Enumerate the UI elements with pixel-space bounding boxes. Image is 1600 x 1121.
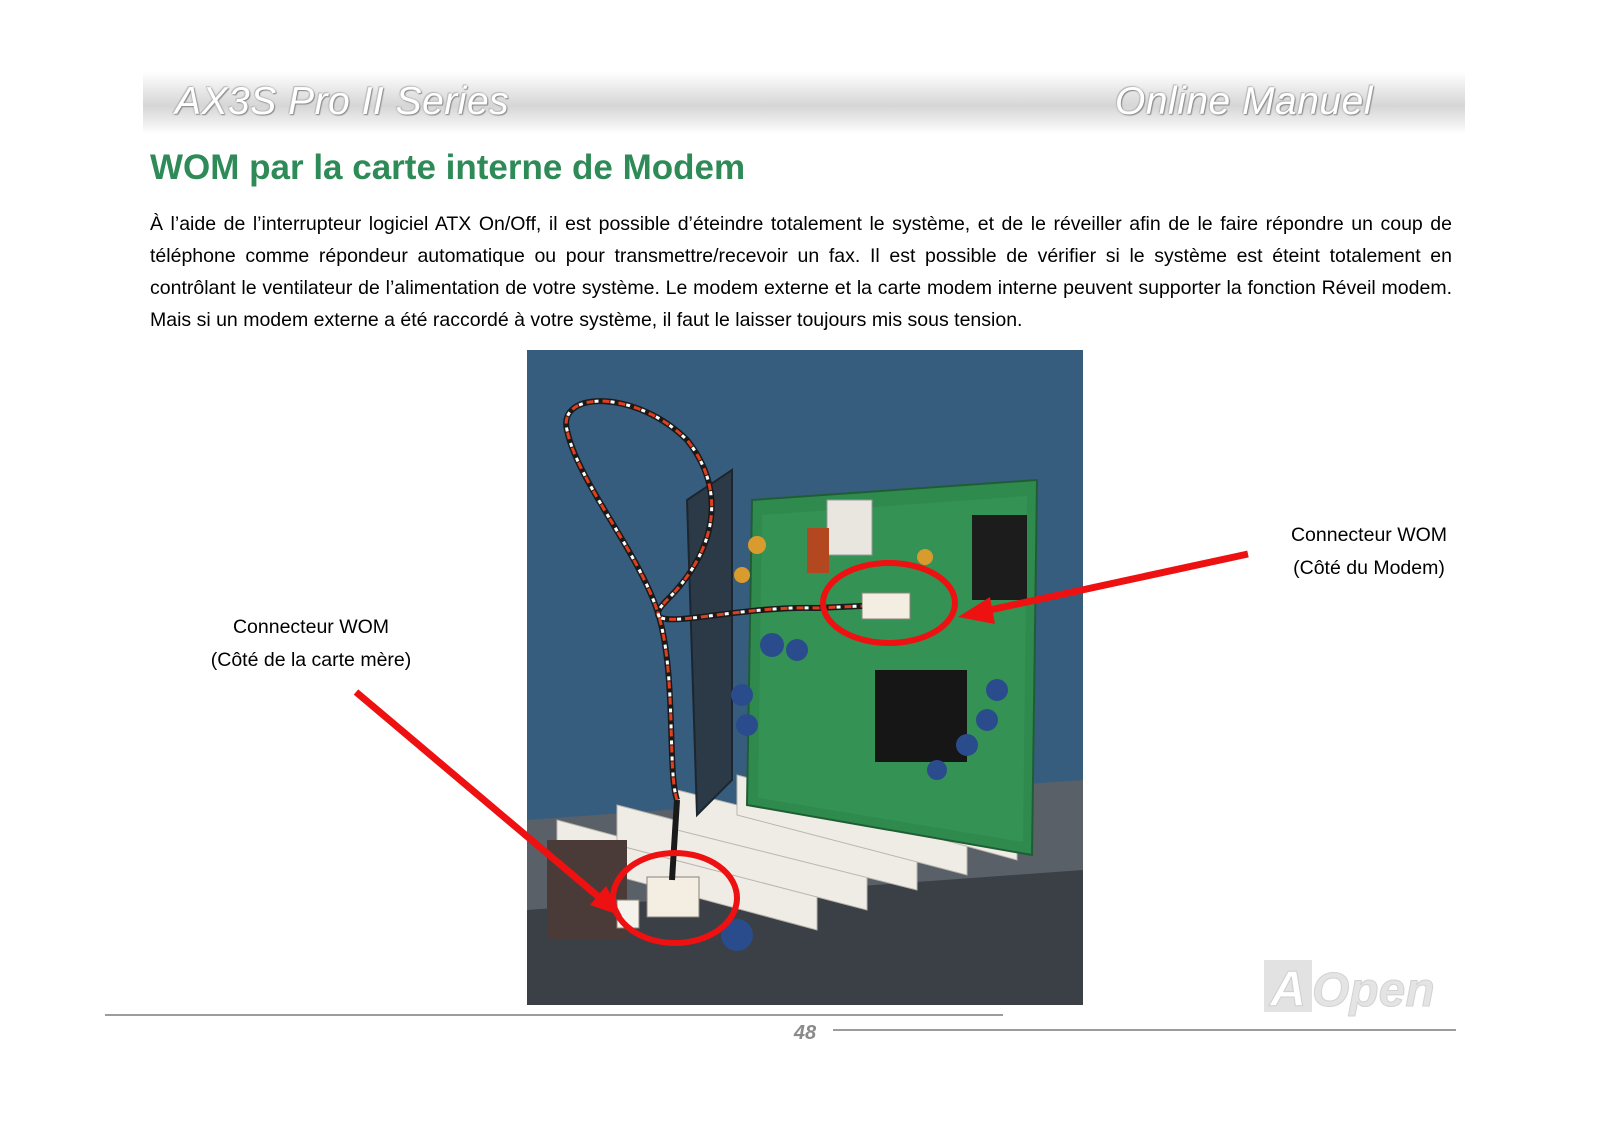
callout-modem-side-line2: (Côté du Modem) (1293, 557, 1445, 579)
page-number: 48 (793, 1022, 817, 1044)
footer-rule-right (833, 1029, 1456, 1031)
aopen-logo-icon (1262, 956, 1452, 1018)
header-manual-title: Online Manuel (1115, 80, 1373, 123)
callout-modem-side (1278, 519, 1460, 585)
page-title: WOM par la carte interne de Modem (150, 148, 746, 187)
header-series-title: AX3S Pro II Series (175, 80, 510, 123)
svg-text:Open: Open (1312, 964, 1435, 1017)
svg-text:A: A (1270, 961, 1307, 1017)
callout-board-side (186, 611, 436, 677)
footer-rule-left (105, 1014, 1003, 1016)
callout-board-side-line1: Connecteur WOM (232, 616, 390, 638)
callout-board-side-line2: (Côté de la carte mère) (210, 649, 412, 671)
body-paragraph: À l’aide de l’interrupteur logiciel ATX On/Off, il est possible d’éteindre totalement le système, et de le réveiller afin de le faire répondre un coup de téléphone comme répondeur automatique ou pour transmettre/recevoir un fax. Il est possible de vérifier si le système est éteint totalement en contrôlant le ventilateur de l’alimentation de votre système. Le modem externe et la carte modem interne peuvent supporter la fonction Réveil modem. Mais si un modem externe a été raccordé à votre système, il faut le laisser toujours mis sous tension. (150, 213, 1452, 331)
callout-modem-side-line1: Connecteur WOM (1290, 524, 1448, 546)
